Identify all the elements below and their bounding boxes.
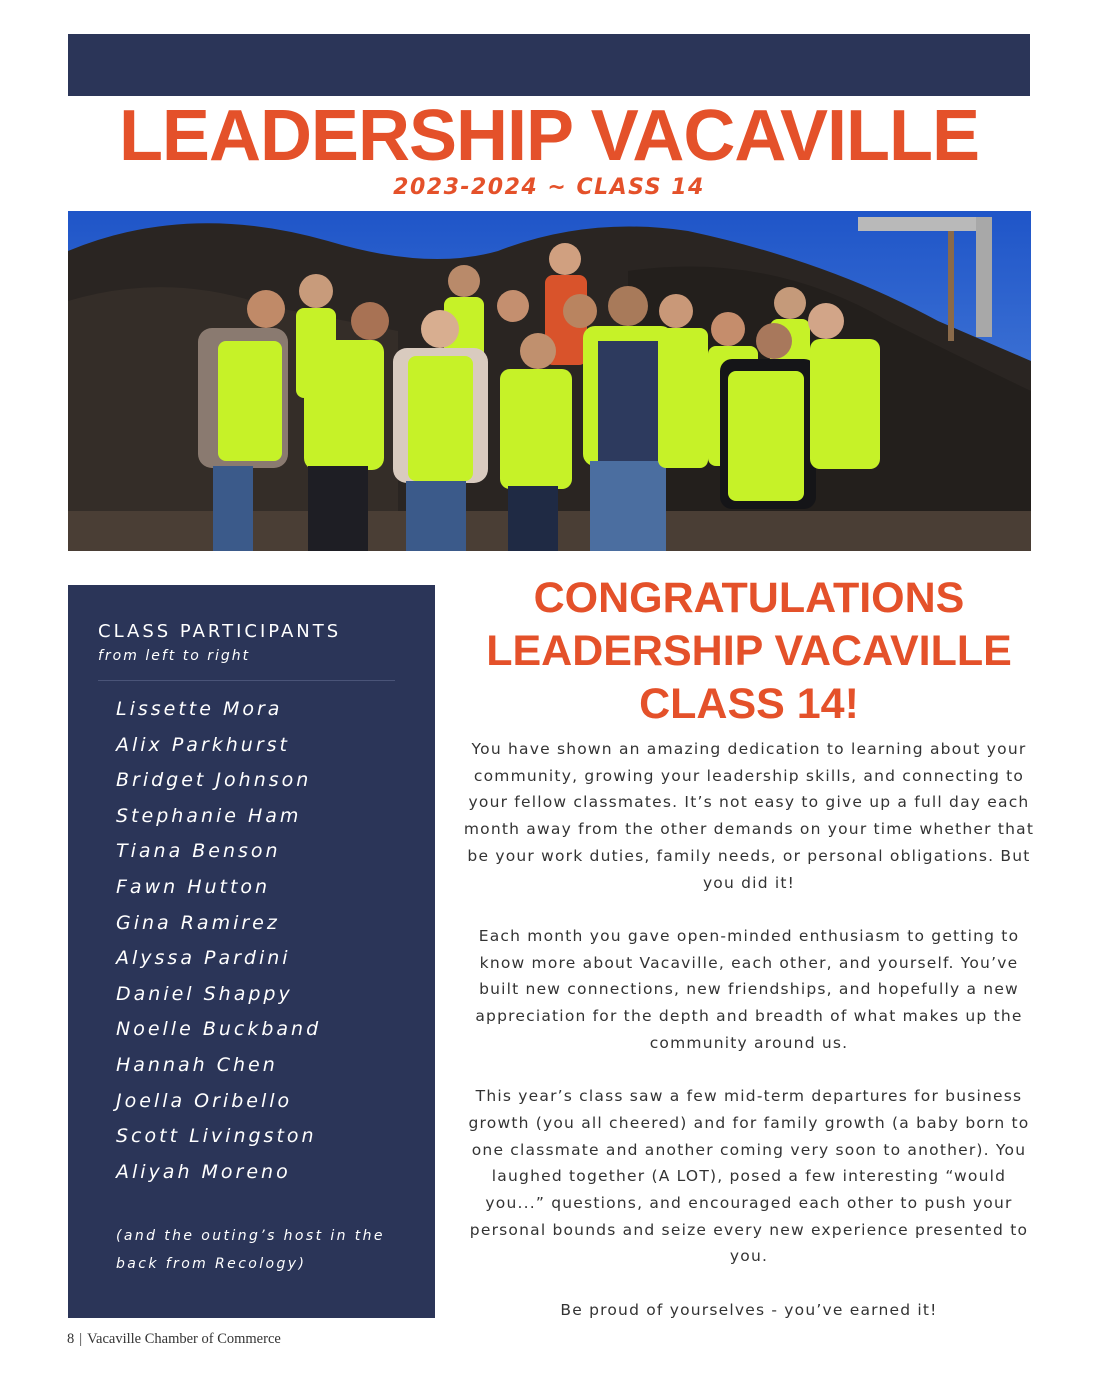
group-photo [68, 211, 1031, 551]
article-paragraph: Be proud of yourselves - you’ve earned it! [560, 1300, 938, 1319]
headline-line: LEADERSHIP VACAVILLE [486, 627, 1012, 675]
article-paragraph: Each month you gave open-minded enthusiasm to getting to know more about Vacaville, each other, and yourself. You’ve built new connections, new friendships, and hopefully a new appreciation for the depth and breadth of what makes up the community around us. [475, 926, 1023, 1052]
participant-name: Noelle Buckband [116, 1018, 322, 1041]
participant-name: Fawn Hutton [116, 875, 271, 898]
headline-line: CLASS 14! [639, 680, 859, 728]
header-bar [68, 34, 1030, 96]
page-subtitle: 2023-2024 ~ CLASS 14 [393, 175, 705, 200]
group-photo-icon [68, 211, 1031, 551]
article-paragraph: You have shown an amazing dedication to learning about your community, growing your leadership skills, and connecting to your fellow classmates. It’s not easy to give up a full day each month away from the other demands on your time whether that be your work duties, family needs, or personal obligations. But you did it! [463, 740, 1035, 892]
participant-name: Tiana Benson [116, 840, 281, 863]
participant-name: Daniel Shappy [116, 982, 293, 1005]
participant-name: Aliyah Moreno [116, 1160, 291, 1183]
article-headline [455, 572, 1043, 731]
participants-panel [68, 585, 435, 1318]
publisher-name: Vacaville Chamber of Commerce [87, 1331, 281, 1347]
article-body [462, 736, 1036, 1350]
participants-subheading: from left to right [98, 648, 251, 664]
article-paragraph: This year’s class saw a few mid-term departures for business growth (you all cheered) and for family growth (a baby born to one classmate and another coming very soon to another). You laughed together (A LOT), posed a few interesting “would you...” questions, and encouraged each other to push your personal bounds and seize every new experience presented to you. [468, 1087, 1030, 1266]
participant-name: Scott Livingston [116, 1125, 317, 1148]
participant-name: Gina Ramirez [116, 911, 280, 934]
participant-name: Bridget Johnson [116, 769, 312, 792]
host-note: (and the outing’s host in the back from Recology) [116, 1228, 385, 1272]
participant-name: Alyssa Pardini [116, 947, 291, 970]
page-title: LEADERSHIP VACAVILLE [118, 96, 980, 176]
participant-name: Stephanie Ham [116, 804, 302, 827]
participant-name: Lissette Mora [116, 698, 283, 720]
participant-name: Hannah Chen [116, 1053, 278, 1076]
divider [98, 680, 395, 681]
page-footer [67, 1331, 281, 1348]
participant-name: Alix Parkhurst [116, 733, 290, 756]
participant-list [116, 692, 321, 1190]
footer-separator: | [79, 1331, 83, 1347]
page-number: 8 [67, 1331, 75, 1347]
headline-line: CONGRATULATIONS [533, 574, 965, 622]
participant-name: Joella Oribello [116, 1089, 293, 1112]
participants-heading: CLASS PARTICIPANTS [98, 621, 342, 642]
